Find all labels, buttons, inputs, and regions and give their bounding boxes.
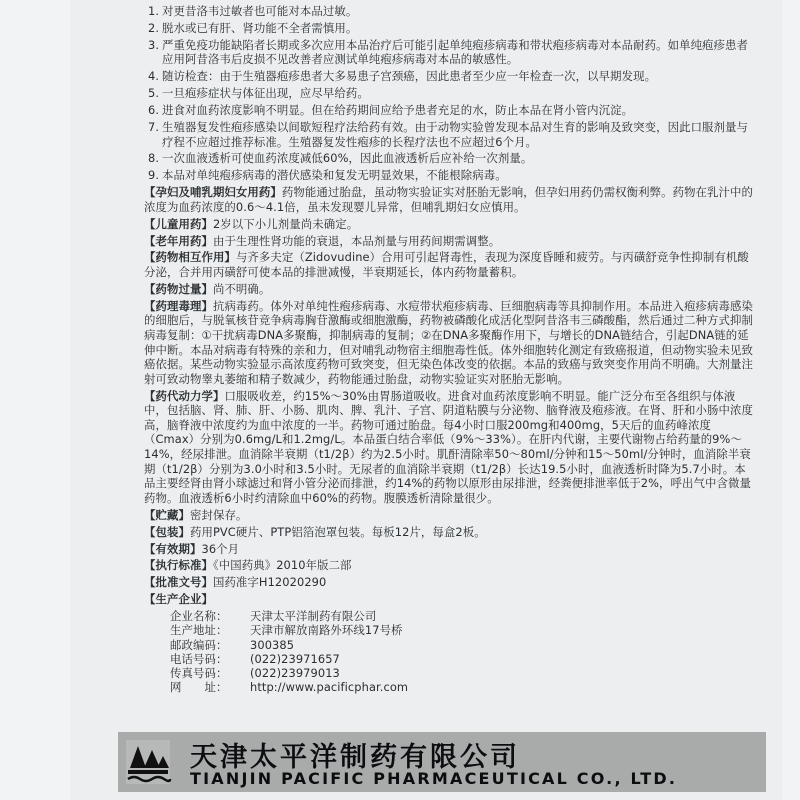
list-item: 2. 脱水或已有肝、肾功能不全者需慎用。 xyxy=(148,20,358,35)
section-heading: 【批准文号】 xyxy=(144,575,213,590)
company-logo-icon xyxy=(124,738,172,786)
section-heading: 【药物相互作用】 xyxy=(144,250,236,265)
company-name-line: 企业名称： 天津太平洋制药有限公司 xyxy=(170,609,377,624)
company-name-en: TIANJIN PACIFIC PHARMACEUTICAL CO., LTD. xyxy=(190,769,678,788)
list-item: 9. 本品对单纯疱疹病毒的潜伏感染和复发无明显效果，不能根除病毒。 xyxy=(148,168,507,183)
section-heading: 【执行标准】 xyxy=(144,558,213,573)
section-heading: 【药理毒理】 xyxy=(144,298,213,313)
list-item: 8. 一次血液透析可使血药浓度减低60%，因此血液透析后应补给一次剂量。 xyxy=(148,151,533,166)
list-item: 3. 严重免疫功能缺陷者长期或多次应用本品治疗后可能引起单纯疱疹病毒和带状疱疹病毒对本品耐药。如单纯疱疹患者应用阿昔洛韦后皮损不见改善者应测试单纯疱疹病毒对本品的敏感性。 xyxy=(148,37,749,67)
section-pharmacokinetics: 【药代动力学】口服吸收差，约15%～30%由胃肠道吸收。进食对血药浓度影响不明显。能广泛分布至各组织与体液中，包括脑、肾、肺、肝、小肠、肌肉、脾、乳汁、子宫、阴道粘膜与分泌物、脑脊液及疱疹液。在肾、肝和小肠中浓度高，脑脊液中浓度约为血中浓度的一半。药物可通过胎盘。每4小时口服200mg和400mg，5天后的血药峰浓度（Cmax）分别为0.6mg/L和1.2mg/L。本品蛋白结合率低（9%～33%）。在肝内代谢，主要代谢物占给药量的9%～14%，经尿排泄。血消除半衰期（t1/2β）约为2.5小时。肌酐清除率50～80ml/分钟和15～50ml/分钟时，血消除半衰期（t1/2β）分别为3.0小时和3.5小时。无尿者的血消除半衰期（t1/2β）长达19.5小时，血液透析时降为5.7小时。本品主要经肾由肾小球滤过和肾小管分泌而排泄，约14%的药物以原形由尿排泄，经粪便排泄率低于2%，呼出气中含微量药物。血液透析6小时约清除血中60%的药物。腹膜透析清除量很少。 xyxy=(144,388,754,505)
list-item: 5. 一旦疱疹症状与体征出现，应尽早给药。 xyxy=(148,86,369,101)
section-pharmacology: 【药理毒理】抗病毒药。体外对单纯性疱疹病毒、水痘带状疱疹病毒、巨细胞病毒等具抑制作用。本品进入疱疹病毒感染的细胞后，与脱氧核苷竞争病毒胸苷激酶或细胞激酶，药物被磷酸化成活化型阿昔洛韦三磷酸酯，然后通过二种方式抑制病毒复制：①干扰病毒DNA多聚酶，抑制病毒的复制；②在DNA多聚酶作用下，与增长的DNA链结合，引起DNA链的延伸中断。本品对病毒有特殊的亲和力，但对哺乳动物宿主细胞毒性低。体外细胞转化测定有致癌报道，但动物实验未见致癌依据。某些动物实验显示高浓度药物可致突变，但无染色体改变的依据。本品的致癌与致突变作用尚不明确。大剂量注射可致动物睾丸萎缩和精子数减少，药物能通过胎盘，动物实验证实对胚胎无影响。 xyxy=(144,298,754,386)
section-heading: 【贮藏】 xyxy=(144,507,190,522)
section-heading: 【包装】 xyxy=(144,524,190,539)
section-heading: 【药物过量】 xyxy=(144,281,213,296)
section-heading: 【儿童用药】 xyxy=(144,216,213,231)
section-overdose: 【药物过量】尚不明确。 xyxy=(144,281,271,296)
company-website-line: 网 址： http://www.pacificphar.com xyxy=(170,680,409,695)
leaflet-text xyxy=(144,4,756,695)
company-banner xyxy=(118,732,766,792)
list-item: 4. 随访检查：由于生殖器疱疹患者大多易患子宫颈癌，因此患者至少应一年检查一次，以早期发现。 xyxy=(148,69,657,84)
company-fax-line: 传真号码： (022)23979013 xyxy=(170,665,340,680)
section-heading: 【有效期】 xyxy=(144,541,202,556)
section-heading: 【孕妇及哺乳期妇女用药】 xyxy=(144,185,282,200)
section-interactions: 【药物相互作用】与齐多夫定（Zidovudine）合用可引起肾毒性，表现为深度昏睡和疲劳。与丙磺舒竞争性抑制有机酸分泌，合并用丙磺舒可使本品的排泄减慢，半衰期延长，体内药物量蓄积。 xyxy=(144,250,749,280)
company-phone-line: 电话号码： (022)23971657 xyxy=(170,651,340,666)
section-pregnancy: 【孕妇及哺乳期妇女用药】药物能通过胎盘，虽动物实验证实对胚胎无影响，但孕妇用药仍需权衡利弊。药物在乳汁中的浓度为血药浓度的0.6～4.1倍，虽未发现婴儿异常，但哺乳期妇女应慎用。 xyxy=(144,185,754,214)
list-item: 6. 进食对血药浓度影响不明显。但在给药期间应给予患者充足的水，防止本品在肾小管内沉淀。 xyxy=(148,103,634,118)
company-name-cn: 天津太平洋制药有限公司 xyxy=(190,742,520,773)
section-package: 【包装】药用PVC硬片、PTP铝箔泡罩包装。每板12片，每盒2板。 xyxy=(144,524,486,539)
section-manufacturer xyxy=(144,592,756,607)
list-item: 7. 生殖器复发性疱疹感染以间歇短程疗法给药有效。由于动物实验曾发现本品对生育的影响及致突变，因此口服剂量与疗程不应超过推荐标准。生殖器复发性疱疹的长程疗法也不应超过6个月。 xyxy=(148,119,749,149)
section-heading: 【老年用药】 xyxy=(144,233,213,248)
section-heading: 【药代动力学】 xyxy=(144,388,225,403)
section-approval: 【批准文号】国药准字H12020290 xyxy=(144,575,327,590)
section-geriatric: 【老年用药】由于生理性肾功能的衰退，本品剂量与用药间期需调整。 xyxy=(144,233,501,248)
section-standard: 【执行标准】《中国药典》2010年版二部 xyxy=(144,558,352,573)
company-address-line: 生产地址： 天津市解放南路外环线17号桥 xyxy=(170,623,403,638)
section-validity: 【有效期】36个月 xyxy=(144,541,240,556)
company-postcode-line: 邮政编码： 300385 xyxy=(170,637,295,652)
section-heading: 【生产企业】 xyxy=(144,592,213,607)
section-pediatric: 【儿童用药】2岁以下小儿剂量尚未确定。 xyxy=(144,216,359,231)
section-storage: 【贮藏】密封保存。 xyxy=(144,507,248,522)
list-item: 1. 对更昔洛韦过敏者也可能对本品过敏。 xyxy=(148,4,358,18)
